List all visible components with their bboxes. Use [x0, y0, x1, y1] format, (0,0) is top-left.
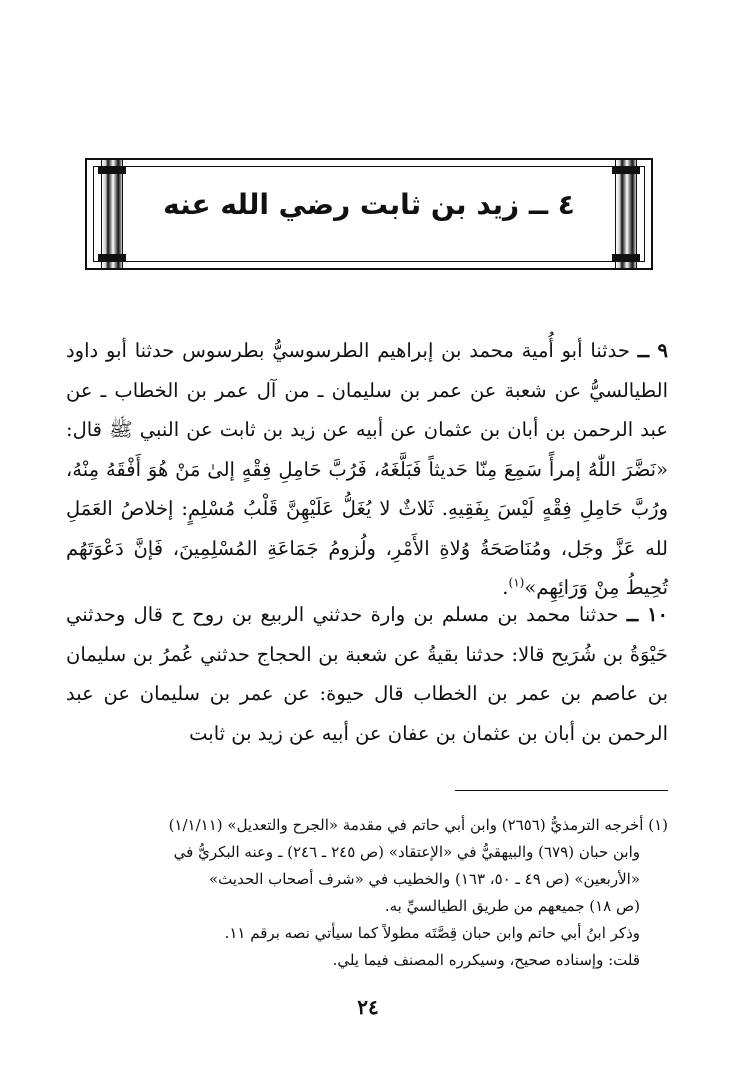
footnote-line: «الأربعين» (ص ٤٩ ـ ٥٠، ١٦٣) والخطيب في «شرف أصحاب الحديث» [209, 870, 640, 888]
footnote-separator [455, 790, 668, 791]
footnote-reference[interactable]: (١) [508, 575, 525, 590]
footnote-line: وذكر ابنُ أبي حاتم وابن حبان قِصَّتَه مطولاً كما سيأتي نصه برقم ١١. [224, 924, 640, 942]
hadith-9-text: حدثنا أبو أُمية محمد بن إبراهيم الطرسوسيُّ بطرسوس حدثنا أبو داود الطيالسيُّ عن شعبة عن عمر بن سليمان ـ من آل عمر بن الخطاب ـ عن عبد الرحمن بن أبان بن عثمان عن أبيه عن زيد بن ثابت عن النبي ﷺ قال: «نَضَّرَ اللّٰهُ إمرأً سَمِعَ مِنّا حَديثاً فَبَلَّغَهُ، فَرُبَّ حَامِلِ فِقْهٍ إلىٰ مَنْ هُوَ أَفْقَهُ مِنْهُ، ورُبَّ حَامِلِ فِقْهٍ لَيْسَ بِفَقِيهِ. ثَلاثٌ لا يُغَلُّ عَلَيْهِنَّ قَلْبُ مُسْلِمٍ: إخلاصُ العَمَلِ لله عَزَّ وجَل، ومُنَاصَحَةُ وُلاةِ الأَمْرِ، ولُزومُ جَمَاعَةِ المُسْلِمِينَ، فَإنَّ دَعْوَتَهُم تُحِيطُ مِنْ وَرَائِهِم» [66, 339, 668, 599]
footnote-line: (١) أخرجه الترمذيُّ (٢٦٥٦) وابن أبي حاتم في مقدمة «الجرح والتعديل» (١/١/١١) [168, 816, 668, 834]
chapter-title-frame [85, 158, 653, 270]
hadith-10-number: ١٠ ــ [626, 603, 669, 626]
chapter-title: ٤ ــ زيد بن ثابت رضي الله عنه [163, 188, 575, 221]
hadith-10-paragraph [66, 595, 668, 753]
hadith-9-end: . [502, 576, 509, 599]
footnote-line: (ص ١٨) جميعهم من طريق الطيالسيِّ به. [384, 897, 640, 915]
hadith-9-paragraph [66, 331, 668, 608]
page-number: ٢٤ [357, 995, 379, 1019]
footnote-line: قلت: وإسناده صحيح، وسيكرره المصنف فيما يلي. [332, 951, 640, 969]
footnotes [66, 812, 668, 974]
footnote-line: وابن حبان (٦٧٩) والبيهقيُّ في «الإعتقاد» (ص ٢٤٥ ـ ٢٤٦) ـ وعنه البكريُّ في [173, 843, 640, 861]
ornament-pillar-right-icon [615, 160, 637, 268]
ornament-pillar-left-icon [101, 160, 123, 268]
hadith-10-text: حدثنا محمد بن مسلم بن وارة حدثني الربيع بن روح ح قال وحدثني حَيْوَةُ بن شُرَيح قالا: حدثنا بقيةُ عن شعبة بن الحجاج حدثني عُمرُ بن سليمان بن عاصم بن عمر بن الخطاب قال حيوة: عن عمر بن سليمان عن عبد الرحمن بن أبان بن عثمان بن عفان عن أبيه عن زيد بن ثابت [66, 603, 668, 745]
hadith-9-number: ٩ ــ [637, 339, 669, 362]
